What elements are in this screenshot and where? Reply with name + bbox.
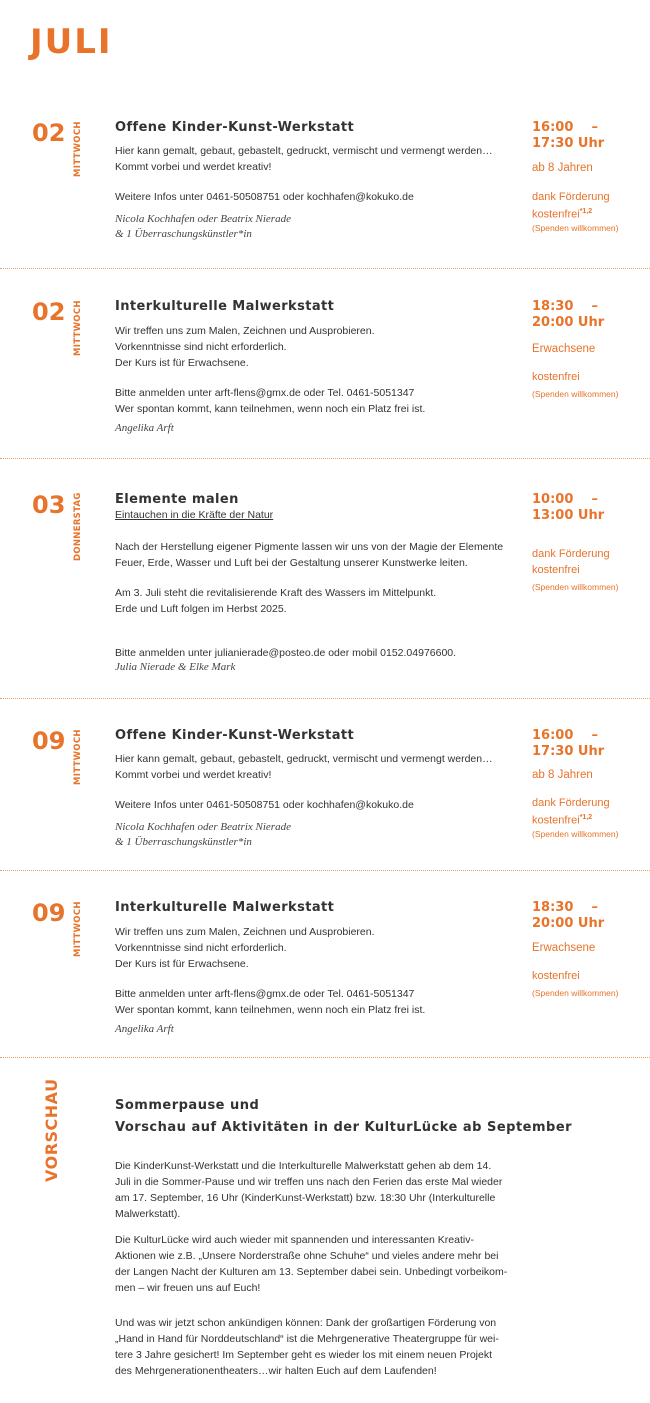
event-day: 09 [32,727,66,755]
event-description: Nach der Herstellung eigener Pigmente lassen wir uns von der Magie der Elemente Feuer, Erde, Wasser und Luft bei der Gestaltung unserer Kunstwerke leiten. Am 3. Juli steht die revitalisierende Kraft des Wassers im Mittelpunkt. Erde und Luft folgen im Herbst 2025. Bitte anmelden unter julianierade@posteo.de oder mobil 0152.04976600. [115,541,504,659]
event-donation: (Spenden willkommen) [532,582,619,592]
divider [0,268,650,269]
event-title: Offene Kinder-Kunst-Werkstatt [115,120,355,135]
event-title: Elemente malen [115,492,239,507]
preview-label: VORSCHAU [42,1078,61,1182]
event-funding: dank Förderung [532,548,610,560]
event-credit: Angelika Arft [115,1023,174,1035]
event-credit: Nicola Kochhafen oder Beatrix Nierade & 1 Überraschungskünstler*in [115,821,291,848]
event-description: Wir treffen uns zum Malen, Zeichnen und Ausprobieren. Vorkenntnisse sind nicht erforderlich. Der Kurs ist für Erwachsene. Bitte anmelden unter arft-flens@gmx.de oder Tel. 0461-5051347 Wer spontan kommt, kann teilnehmen, wenn noch ein Platz frei ist. [115,926,426,1016]
event-price: kostenfrei [532,970,580,982]
event-donation: (Spenden willkommen) [532,389,619,399]
event-description: Wir treffen uns zum Malen, Zeichnen und Ausprobieren. Vorkenntnisse sind nicht erforderlich. Der Kurs ist für Erwachsene. Bitte anmelden unter arft-flens@gmx.de oder Tel. 0461-5051347 Wer spontan kommt, kann teilnehmen, wenn noch ein Platz frei ist. [115,325,426,415]
event-time: 16:00 – 17:30 Uhr [532,728,605,759]
event-weekday: MITTWOCH [73,729,83,785]
event-title: Offene Kinder-Kunst-Werkstatt [115,728,355,743]
event-day: 09 [32,899,66,927]
event-day: 03 [32,491,66,519]
event-credit: Angelika Arft [115,422,174,434]
event-credit: Julia Nierade & Elke Mark [115,661,236,673]
preview-paragraph: Und was wir jetzt schon ankündigen können: Dank der großartigen Förderung von „Hand in Hand für Norddeutschland“ ist die Mehrgenerative Theatergruppe für wei- tere 3 Jahre gesichert! Im September geht es wieder los mit einem neuen Projekt des Mehrgenerationentheaters…wir halten Euch auf dem Laufenden! [115,1317,499,1377]
event-weekday: DONNERSTAG [73,492,83,561]
preview-title-line2: Vorschau auf Aktivitäten in der KulturLücke ab September [115,1120,573,1135]
divider [0,1057,650,1058]
event-price: kostenfrei [532,564,580,576]
event-audience: Erwachsene [532,942,596,954]
event-time: 16:00 – 17:30 Uhr [532,120,605,151]
event-time: 18:30 – 20:00 Uhr [532,900,605,931]
divider [0,698,650,699]
event-title: Interkulturelle Malwerkstatt [115,299,335,314]
event-weekday: MITTWOCH [73,300,83,356]
month-heading: JULI [30,22,113,62]
event-audience: ab 8 Jahren [532,162,593,174]
divider [0,458,650,459]
event-price: kostenfrei [532,371,580,383]
event-day: 02 [32,119,66,147]
event-donation: (Spenden willkommen) [532,988,619,998]
event-funding: dank Förderung [532,191,610,203]
preview-paragraph: Die KulturLücke wird auch wieder mit spannenden und interessanten Kreativ- Aktionen wie z.B. „Unsere Norderstraße ohne Schuhe“ und vieles andere mehr bei der Langen Nacht der Kulturen am 13. September dabei sein. Unbedingt vorbeikom- men – wir freuen uns auf Euch! [115,1234,508,1294]
event-donation: (Spenden willkommen) [532,829,619,839]
event-time: 18:30 – 20:00 Uhr [532,299,605,330]
event-credit: Nicola Kochhafen oder Beatrix Nierade & 1 Überraschungskünstler*in [115,213,291,240]
event-donation: (Spenden willkommen) [532,223,619,233]
event-price: kostenfrei$^{*1,2}$ [532,814,593,827]
event-description: Hier kann gemalt, gebaut, gebastelt, gedruckt, vermischt und vermengt werden… Kommt vorbei und werdet kreativ! Weitere Infos unter 0461-50508751 oder kochhafen@kokuko.de [115,753,493,811]
event-description: Hier kann gemalt, gebaut, gebastelt, gedruckt, vermischt und vermengt werden… Kommt vorbei und werdet kreativ! Weitere Infos unter 0461-50508751 oder kochhafen@kokuko.de [115,145,493,203]
event-funding: dank Förderung [532,797,610,809]
preview-paragraph: Die KinderKunst-Werkstatt und die Interkulturelle Malwerkstatt gehen ab dem 14. Juli in die Sommer-Pause und wir treffen uns nach den Ferien das erste Mal wieder am 17. September, 16 Uhr (KinderKunst-Werkstatt) bzw. 18:30 Uhr (Interkulturelle Malwerkstatt). [115,1160,503,1220]
event-price: kostenfrei$^{*1,2}$ [532,208,593,221]
event-time: 10:00 – 13:00 Uhr [532,492,605,523]
event-weekday: MITTWOCH [73,121,83,177]
event-subtitle: Eintauchen in die Kräfte der Natur [115,509,274,521]
divider [0,870,650,871]
preview-title-line1: Sommerpause und [115,1098,260,1113]
event-weekday: MITTWOCH [73,901,83,957]
event-day: 02 [32,298,66,326]
event-audience: Erwachsene [532,343,596,355]
event-audience: ab 8 Jahren [532,769,593,781]
event-title: Interkulturelle Malwerkstatt [115,900,335,915]
